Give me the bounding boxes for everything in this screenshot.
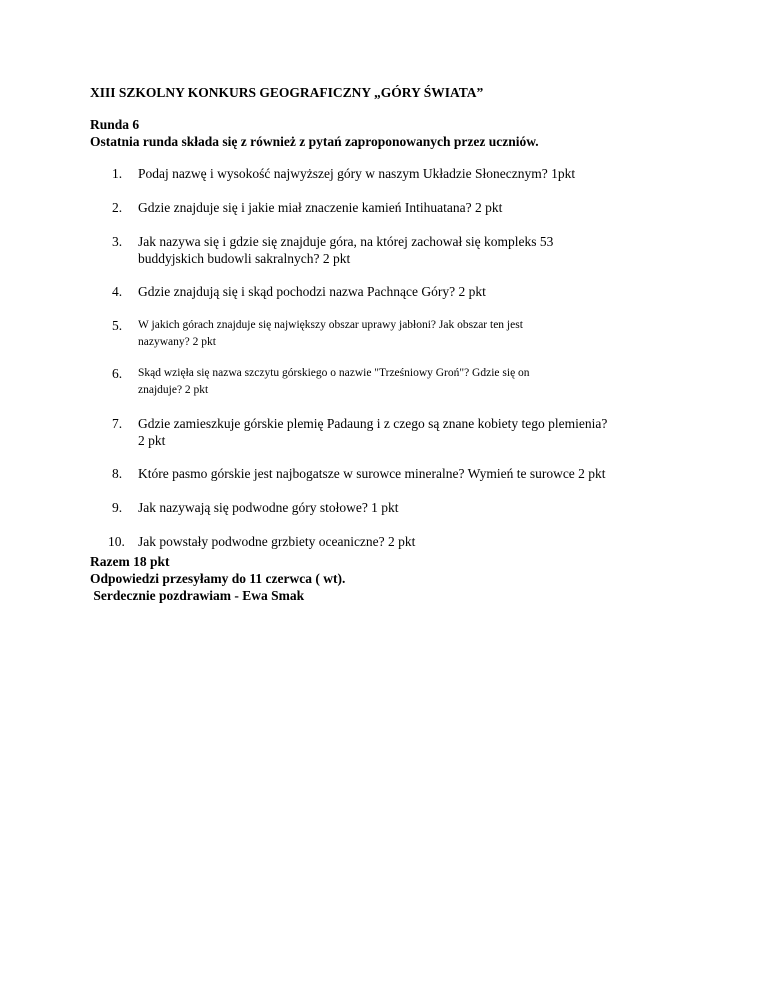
question-item: [90, 499, 690, 516]
question-text: W jakich górach znajduje się największy obszar uprawy jabłoni? Jak obszar ten jest: [138, 319, 523, 331]
question-text: Jak nazywa się i gdzie się znajduje góra, na której zachował się kompleks 53: [138, 234, 554, 249]
question-item: [90, 415, 690, 449]
question-number: 3.: [112, 234, 123, 249]
question-number: 8.: [112, 466, 123, 481]
question-number: 7.: [112, 416, 123, 431]
total-points: Razem 18 pkt: [90, 554, 170, 569]
question-item: [90, 199, 690, 216]
question-number: 4.: [112, 284, 123, 299]
question-list: [90, 165, 690, 550]
round-header: [90, 116, 539, 150]
question-text: znajduje? 2 pkt: [138, 384, 209, 396]
question-item: [90, 233, 690, 267]
question-item: [90, 317, 690, 351]
question-text: Skąd wzięła się nazwa szczytu górskiego o nazwie "Trześniowy Groń"? Gdzie się on: [138, 367, 530, 379]
round-label: Runda 6: [90, 117, 140, 132]
question-number: 2.: [112, 200, 123, 215]
greeting-signature: Serdecznie pozdrawiam - Ewa Smak: [90, 588, 305, 603]
question-item: [90, 465, 690, 482]
question-number: 5.: [112, 318, 123, 333]
question-number: 1.: [112, 166, 123, 181]
question-number: 6.: [112, 366, 123, 381]
question-item: [90, 365, 690, 399]
question-text: Gdzie znajduje się i jakie miał znaczenie kamień Intihuatana? 2 pkt: [138, 200, 503, 215]
question-item: [90, 165, 690, 182]
question-number: 9.: [112, 500, 123, 515]
deadline-note: Odpowiedzi przesyłamy do 11 czerwca ( wt).: [90, 571, 346, 586]
question-item: [90, 533, 690, 550]
question-text: Gdzie zamieszkuje górskie plemię Padaung i z czego są znane kobiety tego plemienia?: [138, 416, 608, 431]
document-footer: [90, 553, 345, 604]
question-text: Które pasmo górskie jest najbogatsze w surowce mineralne? Wymień te surowce 2 pkt: [138, 466, 606, 481]
question-text: nazywany? 2 pkt: [138, 336, 216, 348]
question-text: Gdzie znajdują się i skąd pochodzi nazwa Pachnące Góry? 2 pkt: [138, 284, 486, 299]
question-text: Jak powstały podwodne grzbiety oceaniczne? 2 pkt: [138, 534, 416, 549]
question-item: [90, 283, 690, 300]
question-text: Podaj nazwę i wysokość najwyższej góry w naszym Układzie Słonecznym? 1pkt: [138, 166, 576, 181]
question-text: 2 pkt: [138, 433, 166, 448]
round-description: Ostatnia runda składa się z również z pytań zaproponowanych przez uczniów.: [90, 134, 539, 149]
document-title: XIII SZKOLNY KONKURS GEOGRAFICZNY „GÓRY ŚWIATA”: [90, 85, 484, 100]
question-number: 10.: [108, 534, 125, 549]
question-text: Jak nazywają się podwodne góry stołowe? 1 pkt: [138, 500, 399, 515]
question-text: buddyjskich budowli sakralnych? 2 pkt: [138, 251, 351, 266]
